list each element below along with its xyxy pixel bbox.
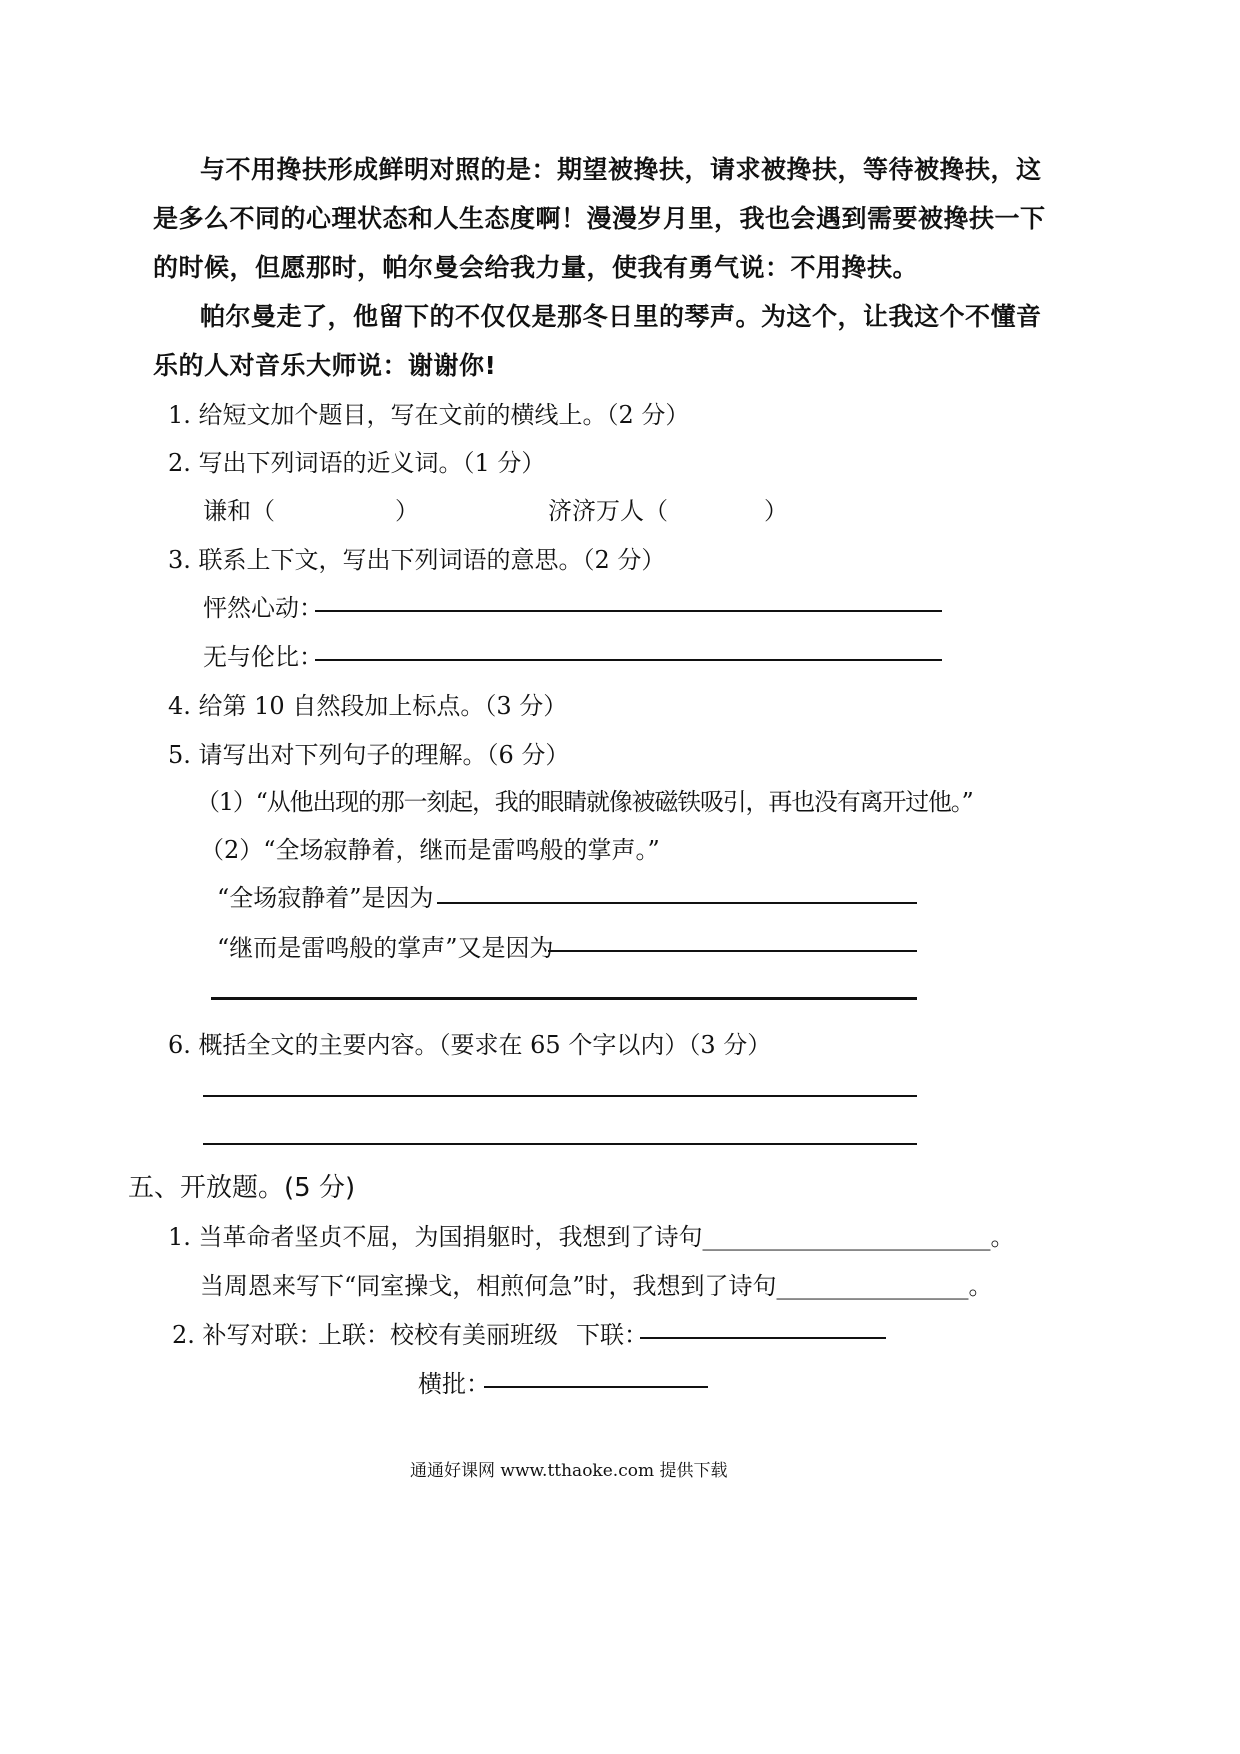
question-3-answer-line-b[interactable] (315, 659, 942, 661)
question-5-sentence-2: （2）“全场寂静着，继而是雷鸣般的掌声。” (200, 836, 660, 864)
question-2: 2. 写出下列词语的近义词。（1 分） (168, 449, 546, 477)
question-5-answer-line-a[interactable] (437, 902, 917, 904)
question-5-sentence-1: （1）“从他出现的那一刻起，我的眼睛就像被磁铁吸引，再也没有离开过他。” (196, 788, 973, 816)
question-3: 3. 联系上下文，写出下列词语的意思。（2 分） (168, 546, 666, 574)
question-6-answer-line-2[interactable] (203, 1143, 917, 1145)
question-5-answer-line-b[interactable] (548, 950, 917, 952)
question-3-answer-line-a[interactable] (315, 610, 942, 612)
section-5-item-1a-blank[interactable]: ________________________ (702, 1223, 991, 1251)
question-1: 1. 给短文加个题目，写在文前的横线上。（2 分） (168, 401, 690, 429)
section-5-item-1a-end: 。 (990, 1223, 1015, 1251)
section-5-item-1b-text: 当周恩来写下“同室操戈，相煎何急”时，我想到了诗句 (200, 1272, 777, 1300)
question-6-answer-line-1[interactable] (203, 1095, 917, 1097)
section-5-couplet-lower-line[interactable] (640, 1337, 886, 1339)
section-5-item-1a (168, 1217, 1015, 1252)
passage-paragraph-1-line-1: 与不用搀扶形成鲜明对照的是：期望被搀扶，请求被搀扶，等待被搀扶，这 (200, 155, 1042, 184)
footer-credit: 通通好课网 www.tthaoke.com 提供下载 (410, 1461, 728, 1481)
section-5-item-1b-end: 。 (968, 1272, 993, 1300)
passage-paragraph-1-line-2: 是多么不同的心理状态和人生态度啊！漫漫岁月里，我也会遇到需要被搀扶一下 (153, 204, 1046, 233)
section-5-title: 五、开放题。(5 分) (128, 1173, 356, 1203)
question-2-word-b: 济济万人（ ） (548, 497, 788, 525)
question-3-word-a-label: 怦然心动： (203, 594, 323, 622)
question-4: 4. 给第 10 自然段加上标点。（3 分） (168, 692, 568, 720)
passage-paragraph-2-line-2: 乐的人对音乐大师说：谢谢你! (153, 351, 497, 380)
question-5-answer-line-c[interactable] (211, 997, 917, 1000)
section-5-hengpi-label: 横批： (418, 1370, 490, 1398)
section-5-couplet-lower-label: 下联： (576, 1321, 648, 1349)
question-5-prompt-a: “全场寂静着”是因为 (217, 884, 434, 912)
section-5-item-1b (200, 1266, 993, 1301)
section-5-item-1b-blank[interactable]: ________________ (776, 1272, 969, 1300)
question-3-word-b-label: 无与伦比： (203, 643, 323, 671)
question-5-prompt-b: “继而是雷鸣般的掌声”又是因为 (217, 934, 554, 962)
passage-paragraph-2-line-1: 帕尔曼走了，他留下的不仅仅是那冬日里的琴声。为这个，让我这个不懂音 (200, 302, 1042, 331)
question-5: 5. 请写出对下列句子的理解。（6 分） (168, 741, 570, 769)
section-5-hengpi-line[interactable] (484, 1386, 708, 1388)
question-6: 6. 概括全文的主要内容。（要求在 65 个字以内）（3 分） (168, 1031, 772, 1059)
section-5-item-2-label: 2. 补写对联： (172, 1321, 323, 1349)
question-2-word-a: 谦和（ ） (203, 497, 419, 525)
section-5-couplet-upper: 上联：校校有美丽班级 (318, 1321, 558, 1349)
passage-paragraph-1-line-3: 的时候，但愿那时，帕尔曼会给我力量，使我有勇气说：不用搀扶。 (153, 253, 919, 282)
section-5-item-1a-text: 1. 当革命者坚贞不屈，为国捐躯时，我想到了诗句 (168, 1223, 703, 1251)
